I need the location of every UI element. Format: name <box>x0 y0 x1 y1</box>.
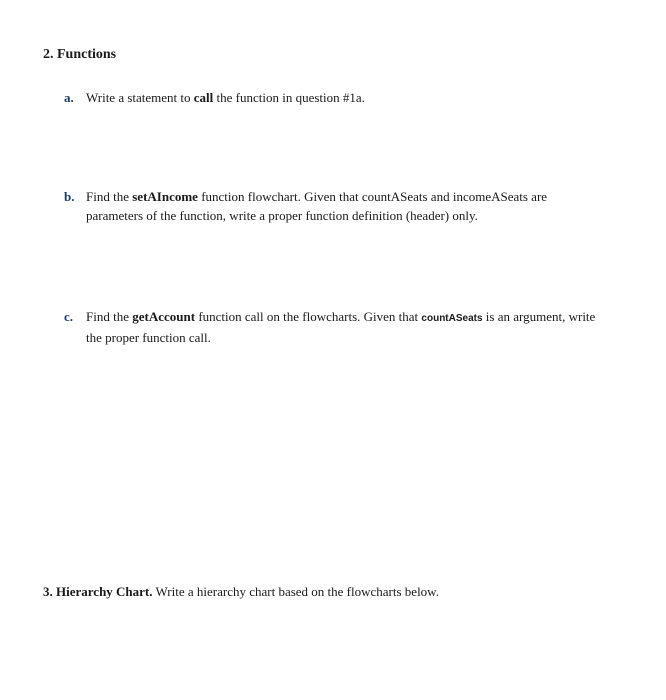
section-3-title: 3. Hierarchy Chart. <box>43 584 153 599</box>
question-2b <box>64 187 624 227</box>
section-3-heading <box>43 584 439 600</box>
section-2-heading: 2. Functions <box>43 47 117 62</box>
question-2c-code: countASeats <box>421 313 483 324</box>
question-2c-text: Find the getAccount function call on the flowcharts. Given that countASeats is an argument, write the proper function call. <box>86 309 596 345</box>
question-2c-keyword: getAccount <box>132 309 196 324</box>
question-2b-keyword: setAIncome <box>132 189 198 204</box>
question-2b-text: Find the setAIncome function flowchart. Given that countASeats and incomeASeats are parameters of the function, write a proper function definition (header) only. <box>86 189 548 223</box>
question-2a-text: Write a statement to call the function in question #1a. <box>86 90 365 105</box>
question-2a-keyword: call <box>193 90 214 105</box>
question-2c <box>64 307 624 347</box>
section-3-text: Write a hierarchy chart based on the flowcharts below. <box>152 584 439 599</box>
question-2b-marker: b. <box>64 189 75 204</box>
question-2c-marker: c. <box>64 309 74 324</box>
question-2a <box>64 88 624 108</box>
question-2a-marker: a. <box>64 90 74 105</box>
